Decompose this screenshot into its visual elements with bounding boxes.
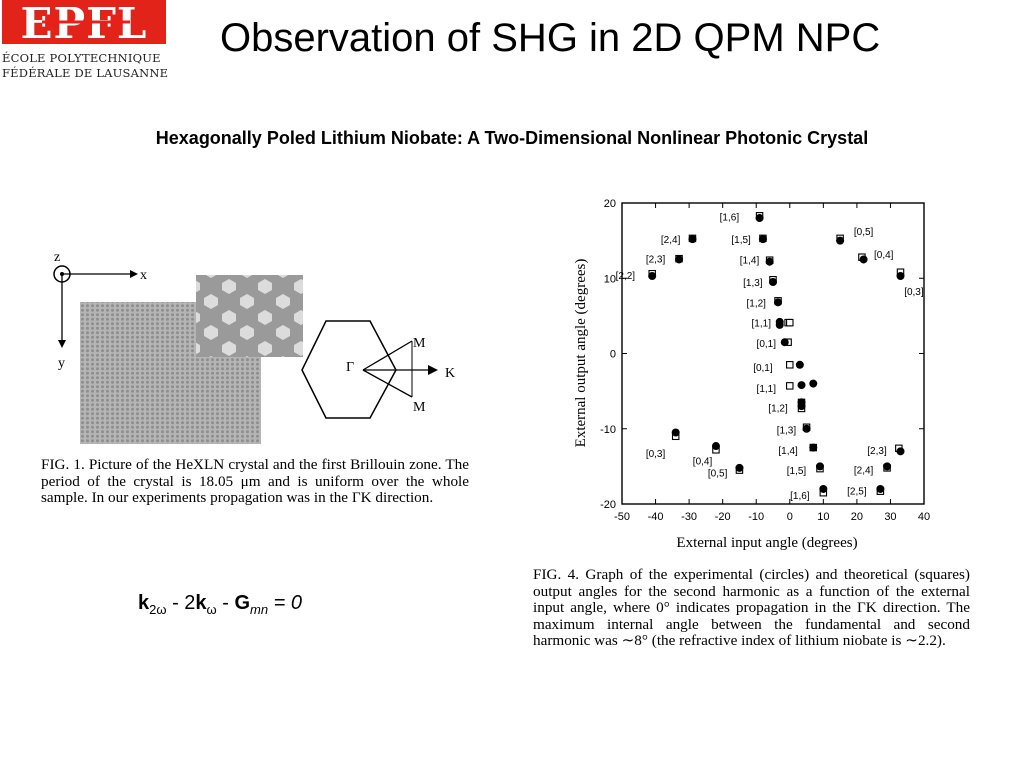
point-annotation: [1,1] bbox=[751, 318, 771, 330]
y-tick-label: 10 bbox=[603, 273, 616, 286]
qpm-formula bbox=[138, 592, 302, 617]
square-point bbox=[787, 362, 793, 368]
circle-point bbox=[796, 361, 804, 369]
point-annotation: [1,4] bbox=[778, 445, 798, 457]
fig4-caption: FIG. 4. Graph of the experimental (circles) and theoretical (squares) output angles for the second harmonic as a function of the external input angle, where 0° indicates propagation in the ΓK direction. The maximum internal angle between the fundamental and second harmonic was ∼8° (the refractive index of lithium niobate is ∼2.2). bbox=[533, 566, 970, 649]
circle-point bbox=[819, 485, 827, 493]
label-M-bottom: M bbox=[413, 400, 426, 415]
circle-point bbox=[836, 237, 844, 245]
point-annotation: [1,6] bbox=[719, 212, 740, 224]
point-annotation: [1,5] bbox=[731, 235, 751, 247]
circle-point bbox=[735, 464, 743, 472]
x-tick-label: -50 bbox=[614, 511, 630, 523]
epfl-logo bbox=[0, 0, 168, 82]
circle-point bbox=[883, 462, 891, 470]
point-annotation: [1,1] bbox=[756, 384, 777, 396]
crystal-photo-zoom bbox=[196, 275, 303, 357]
point-annotation: [2,4] bbox=[660, 235, 681, 247]
label-M-top: M bbox=[413, 336, 426, 351]
point-annotation: [1,2] bbox=[768, 403, 788, 415]
circle-point bbox=[897, 272, 905, 280]
fig1-illustration bbox=[40, 245, 480, 445]
axis-x-label: x bbox=[140, 268, 147, 283]
point-annotation: [0,1] bbox=[753, 363, 773, 375]
point-annotation: [1,3] bbox=[743, 278, 763, 290]
point-annotation: [2,4] bbox=[853, 465, 874, 477]
circle-point bbox=[756, 214, 764, 222]
circle-point bbox=[809, 444, 817, 452]
epfl-logo-mark bbox=[2, 0, 166, 44]
point-annotation: [1,2] bbox=[746, 298, 766, 310]
circle-point bbox=[712, 442, 720, 450]
epfl-logo-lettering: EPFL bbox=[20, 0, 148, 44]
square-point bbox=[787, 319, 793, 325]
point-annotation: [1,4] bbox=[739, 255, 760, 267]
label-gamma: Γ bbox=[346, 360, 355, 375]
label-K: K bbox=[445, 366, 456, 381]
epfl-logo-line2: FÉDÉRALE DE LAUSANNE bbox=[2, 66, 169, 80]
x-axis-label: External input angle (degrees) bbox=[676, 535, 858, 551]
x-tick-label: 40 bbox=[917, 511, 931, 523]
x-tick-label: 20 bbox=[850, 511, 864, 523]
y-axis-label: External output angle (degrees) bbox=[573, 258, 589, 448]
axis-y-label: y bbox=[58, 356, 65, 371]
formula-eq: = 0 bbox=[268, 592, 303, 614]
point-annotation: [0,5] bbox=[707, 468, 728, 480]
circle-point bbox=[897, 447, 905, 455]
formula-k: k bbox=[138, 592, 150, 614]
square-point bbox=[787, 383, 793, 389]
circle-point bbox=[672, 429, 680, 437]
slide-title: Observation of SHG in 2D QPM NPC bbox=[220, 16, 881, 60]
point-annotation: [0,3] bbox=[645, 448, 666, 460]
y-tick-label: -10 bbox=[600, 423, 616, 436]
point-annotation: [2,3] bbox=[867, 445, 887, 457]
x-tick-label: -10 bbox=[748, 511, 765, 523]
plot-frame bbox=[622, 203, 924, 504]
point-annotation: [1,6] bbox=[790, 490, 810, 502]
x-tick-label: -30 bbox=[681, 511, 698, 523]
formula-sub-2w: 2ω bbox=[149, 602, 167, 617]
fig4-scatter-chart bbox=[560, 190, 960, 560]
point-annotation: [0,4] bbox=[873, 250, 894, 262]
point-annotation: [1,3] bbox=[776, 425, 797, 437]
circle-point bbox=[860, 255, 868, 263]
circle-point bbox=[876, 485, 884, 493]
x-tick-label: -20 bbox=[714, 511, 731, 523]
y-tick-label: -20 bbox=[600, 499, 616, 511]
point-annotation: [0,3] bbox=[904, 287, 924, 299]
circle-point bbox=[798, 402, 806, 410]
point-annotation: [2,5] bbox=[847, 486, 867, 498]
circle-point bbox=[803, 425, 811, 433]
axis-z-label: z bbox=[54, 250, 61, 265]
circle-point bbox=[781, 338, 789, 346]
point-annotation: [2,3] bbox=[645, 254, 666, 266]
circle-point bbox=[688, 235, 696, 243]
circle-point bbox=[766, 258, 774, 266]
x-tick-label: -40 bbox=[647, 511, 664, 523]
point-annotation: [2,2] bbox=[615, 271, 636, 283]
x-tick-label: 10 bbox=[817, 511, 830, 523]
formula-sub-w: ω bbox=[206, 602, 217, 617]
y-tick-label: 20 bbox=[603, 198, 616, 210]
formula-sub-mn: mn bbox=[250, 602, 269, 617]
x-tick-label: 0 bbox=[786, 511, 793, 523]
point-annotation: [0,4] bbox=[692, 456, 713, 468]
circle-point bbox=[809, 380, 817, 388]
point-annotation: [0,5] bbox=[853, 226, 874, 238]
circle-point bbox=[759, 235, 767, 243]
formula-minus1: - 2 bbox=[166, 592, 196, 614]
circle-point bbox=[774, 298, 782, 306]
formula-G: G bbox=[234, 592, 251, 614]
x-tick-label: 30 bbox=[884, 511, 897, 523]
point-annotation: [0,1] bbox=[756, 338, 777, 350]
slide-subtitle: Hexagonally Poled Lithium Niobate: A Two-Dimensional Nonlinear Photonic Crystal bbox=[155, 128, 869, 148]
circle-point bbox=[816, 462, 824, 470]
circle-point bbox=[675, 255, 683, 263]
point-annotation: [1,5] bbox=[786, 466, 807, 478]
y-tick-label: 0 bbox=[609, 348, 616, 361]
formula-minus2: - bbox=[216, 592, 235, 614]
fig1-caption: FIG. 1. Picture of the HeXLN crystal and the first Brillouin zone. The period of the crystal is 18.05 μm and is uniform over the whole sample. In our experiments propagation was in the ΓK direction. bbox=[41, 456, 469, 506]
circle-point bbox=[648, 272, 656, 280]
epfl-logo-line1: ÉCOLE POLYTECHNIQUE bbox=[2, 51, 161, 65]
formula-k2: k bbox=[195, 592, 207, 614]
circle-point bbox=[769, 278, 777, 286]
circle-point bbox=[798, 381, 806, 389]
circle-point bbox=[776, 321, 784, 329]
